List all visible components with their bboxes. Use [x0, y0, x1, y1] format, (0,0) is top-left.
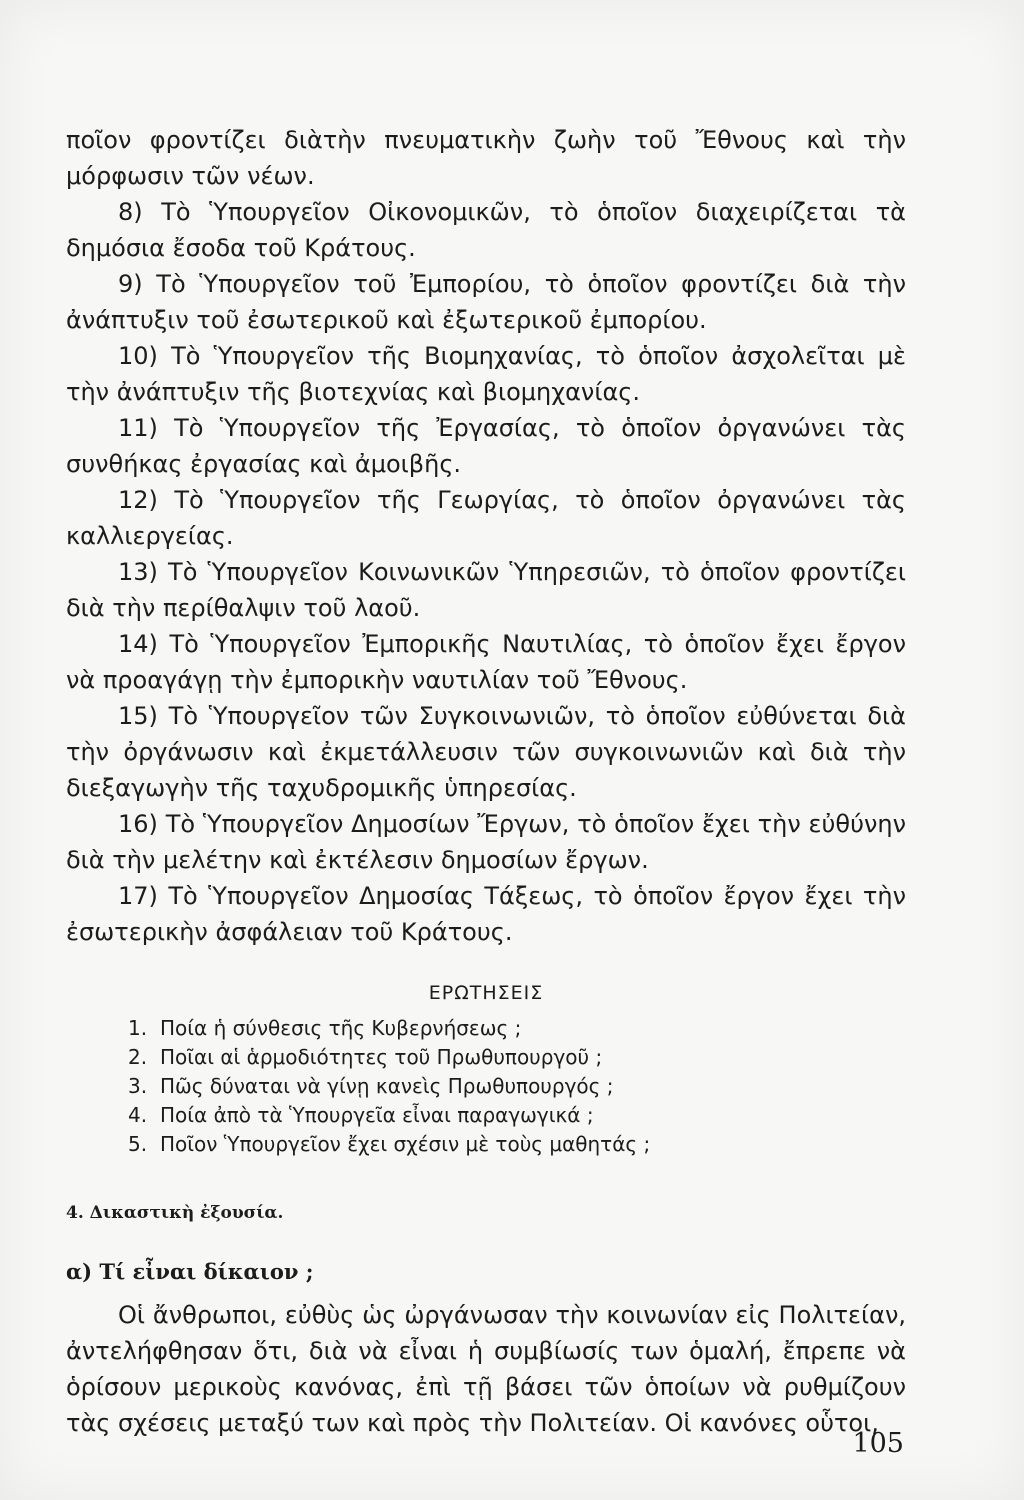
page-content	[66, 122, 906, 1441]
question-number: 4.	[128, 1103, 148, 1127]
questions-list	[66, 1014, 906, 1159]
question-item	[66, 1101, 906, 1130]
paragraph-item-10: 10) Τὸ Ὑπουργεῖον τῆς Βιομηχανίας, τὸ ὁποῖον ἀσχολεῖται μὲ τὴν ἀνάπτυξιν τῆς βιοτεχνίας καὶ βιομηχανίας.	[66, 342, 906, 406]
question-text: Ποία ἀπὸ τὰ Ὑπουργεῖα εἶναι παραγωγικά ;	[160, 1103, 594, 1127]
paragraph-item-14: 14) Τὸ Ὑπουργεῖον Ἐμπορικῆς Ναυτιλίας, τὸ ὁποῖον ἔχει ἔργον νὰ προαγάγῃ τὴν ἐμπορικὴν ναυτιλίαν τοῦ Ἔθνους.	[66, 630, 906, 694]
paragraph-item-11: 11) Τὸ Ὑπουργεῖον τῆς Ἐργασίας, τὸ ὁποῖον ὀργανώνει τὰς συνθήκας ἐργασίας καὶ ἀμοιβῆς.	[66, 414, 906, 478]
paragraph-item-17: 17) Τὸ Ὑπουργεῖον Δημοσίας Τάξεως, τὸ ὁποῖον ἔργον ἔχει τὴν ἐσωτερικὴν ἀσφάλειαν τοῦ Κράτους.	[66, 882, 906, 946]
question-text: Πῶς δύναται νὰ γίνῃ κανεὶς Πρωθυπουργός ;	[160, 1074, 614, 1098]
question-item	[66, 1043, 906, 1072]
section-title: 4. Δικαστικὴ ἐξουσία.	[66, 1203, 284, 1223]
paragraph-item-12: 12) Τὸ Ὑπουργεῖον τῆς Γεωργίας, τὸ ὁποῖον ὀργανώνει τὰς καλλιεργείας.	[66, 486, 906, 550]
section-body-paragraph: Οἱ ἄνθρωποι, εὐθὺς ὡς ὠργάνωσαν τὴν κοινωνίαν εἰς Πολιτείαν, ἀντελήφθησαν ὅτι, διὰ νὰ εἶναι ἡ συμβίωσίς των ὁμαλή, ἔπρεπε νὰ ὁρίσουν μερικοὺς κανόνας, ἐπὶ τῇ βάσει τῶν ὁποίων νὰ ρυθμίζουν τὰς σχέσεις μεταξύ των καὶ πρὸς τὴν Πολιτείαν. Οἱ κανόνες οὗτοι,	[66, 1301, 906, 1437]
question-number: 3.	[128, 1074, 148, 1098]
question-item	[66, 1072, 906, 1101]
questions-block	[66, 978, 906, 1159]
question-text: Ποῖαι αἱ ἁρμοδιότητες τοῦ Πρωθυπουργοῦ ;	[160, 1045, 603, 1069]
question-text: Ποία ἡ σύνθεσις τῆς Κυβερνήσεως ;	[160, 1016, 522, 1040]
page-number: 105	[852, 1428, 904, 1459]
subsection-title: α) Τί εἶναι δίκαιον ;	[66, 1259, 314, 1284]
paragraph-item-13: 13) Τὸ Ὑπουργεῖον Κοινωνικῶν Ὑπηρεσιῶν, τὸ ὁποῖον φροντίζει διὰ τὴν περίθαλψιν τοῦ λαοῦ.	[66, 558, 906, 622]
question-number: 1.	[128, 1016, 148, 1040]
paragraph-item-16: 16) Τὸ Ὑπουργεῖον Δημοσίων Ἔργων, τὸ ὁποῖον ἔχει τὴν εὐθύνην διὰ τὴν μελέτην καὶ ἐκτέλεσιν δημοσίων ἔργων.	[66, 810, 906, 874]
question-item	[66, 1014, 906, 1043]
question-number: 2.	[128, 1045, 148, 1069]
paragraph-item-9: 9) Τὸ Ὑπουργεῖον τοῦ Ἐμπορίου, τὸ ὁποῖον φροντίζει διὰ τὴν ἀνάπτυξιν τοῦ ἐσωτερικοῦ καὶ ἐξωτερικοῦ ἐμπορίου.	[66, 270, 906, 334]
questions-heading: ΕΡΩΤΗΣΕΙΣ	[428, 982, 544, 1004]
question-number: 5.	[128, 1132, 148, 1156]
paragraph-continuation: ποῖον φροντίζει διὰτὴν πνευματικὴν ζωὴν τοῦ Ἔθνους καὶ τὴν μόρφωσιν τῶν νέων.	[66, 126, 906, 190]
paragraph-item-15: 15) Τὸ Ὑπουργεῖον τῶν Συγκοινωνιῶν, τὸ ὁποῖον εὐθύνεται διὰ τὴν ὀργάνωσιν καὶ ἐκμετάλλευσιν τῶν συγκοινωνιῶν καὶ διὰ τὴν διεξαγωγὴν τῆς ταχυδρομικῆς ὑπηρεσίας.	[66, 702, 906, 802]
question-item	[66, 1130, 906, 1159]
question-text: Ποῖον Ὑπουργεῖον ἔχει σχέσιν μὲ τοὺς μαθητάς ;	[160, 1132, 651, 1156]
paragraph-item-8: 8) Τὸ Ὑπουργεῖον Οἰκονομικῶν, τὸ ὁποῖον διαχειρίζεται τὰ δημόσια ἔσοδα τοῦ Κράτους.	[66, 198, 906, 262]
